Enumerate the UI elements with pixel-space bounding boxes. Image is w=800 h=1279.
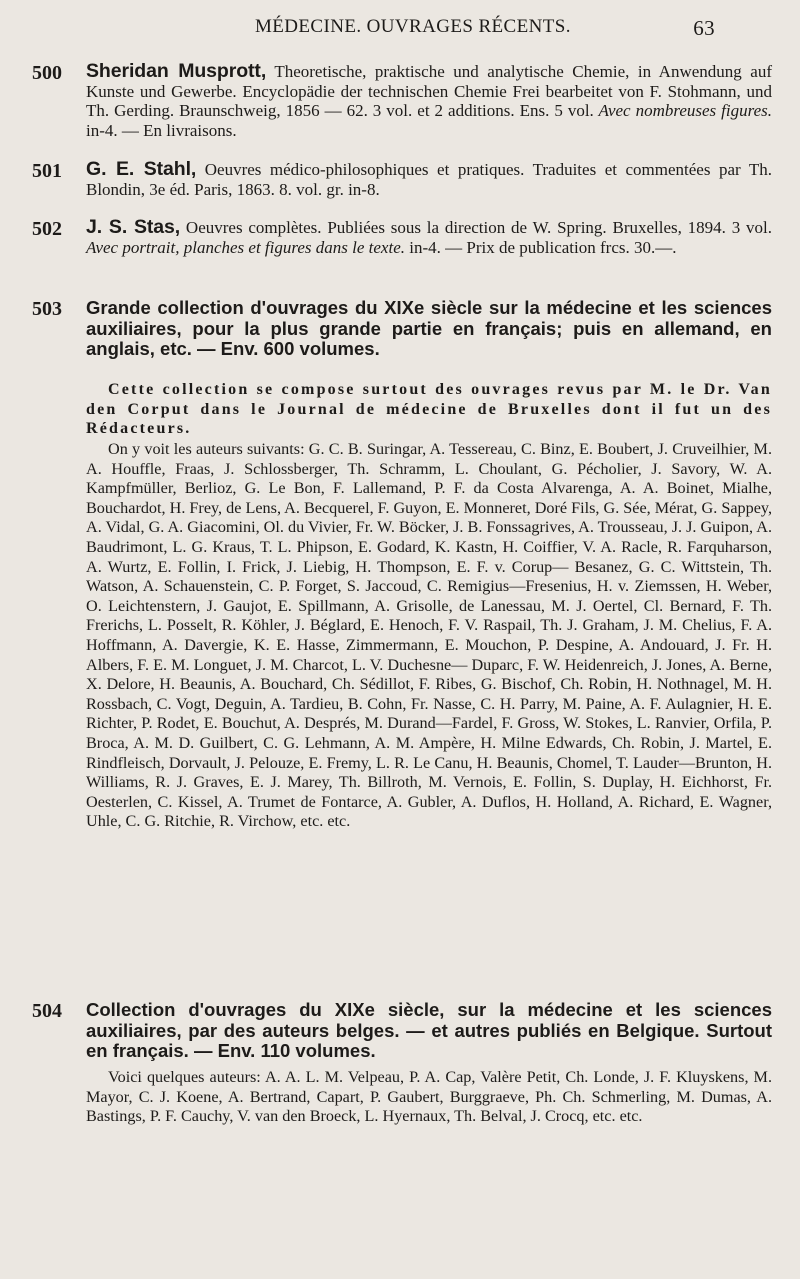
running-title: MÉDECINE. OUVRAGES RÉCENTS.	[255, 16, 571, 37]
entry-author: J. S. Stas,	[86, 216, 181, 238]
entry-italic: Avec portrait, planches et figures dans le texte.	[86, 237, 405, 257]
entry-body	[86, 62, 772, 140]
entry-tail: in-4. — Prix de publication frcs. 30.—.	[405, 237, 677, 257]
entry-author: G. E. Stahl,	[86, 158, 197, 180]
entry-number: 501	[32, 160, 62, 182]
entry-title: Collection d'ouvrages du XIXe siècle, sur la médecine et les sciences auxiliaires, par des auteurs belges. — et autres publiés en Belgique. Surtout en français. — Env. 110 volumes.	[86, 999, 772, 1062]
entry-number: 500	[32, 62, 62, 84]
entry-text: Oeuvres médico-philosophiques et pratiques. Traduites et commentées par Th. Blondin, 3e éd. Paris, 1863. 8. vol. gr. in-8.	[86, 160, 772, 199]
page-number: 63	[693, 16, 715, 40]
entry-title: Grande collection d'ouvrages du XIXe siècle sur la médecine et les sciences auxiliaires, pour la plus grande partie en français; puis en allemand, en anglais, etc. — Env. 600 volumes.	[86, 297, 772, 360]
entry-italic: Avec nombreuses figures.	[593, 101, 772, 121]
entry-authors: Voici quelques auteurs: A. A. L. M. Velpeau, P. A. Cap, Valère Petit, Ch. Londe, J. F. Kluyskens, M. Mayor, C. J. Koene, A. Bertrand, Capart, P. Gaubert, Burggraeve, Ph. Ch. Schmerling, M. Dumas, A. Bastings, P. F. Cauchy, V. van den Broeck, L. Hyernaux, Th. Belval, J. Crocq, etc. etc.	[86, 1068, 772, 1126]
entry-text: Theoretische, praktische und analytische Chemie, in Anwendung auf Kunste und Gewerbe. Encyclopädie der technischen Chemie Frei bearbeitet von F. Stohmann, und Th. Gerding. Braunschweig, 1856 — 62. 3 vol. et 2 additions. Ens. 5 vol.	[86, 62, 772, 121]
entry-note: Cette collection se compose surtout des ouvrages revus par M. le Dr. Van den Corput dans le Journal de médecine de Bruxelles dont il fut un des Rédacteurs.	[86, 381, 772, 438]
entry-author: Sheridan Musprott,	[86, 60, 267, 82]
entry-number: 502	[32, 218, 62, 240]
page-header	[255, 16, 715, 38]
entry-number: 504	[32, 1000, 62, 1022]
entry-body	[86, 218, 772, 257]
entry-body	[86, 160, 772, 199]
entry-text: Oeuvres complètes. Publiées sous la direction de W. Spring. Bruxelles, 1894. 3 vol.	[180, 218, 772, 237]
entry-number: 503	[32, 298, 62, 320]
entry-tail: in-4. — En livraisons.	[86, 120, 237, 140]
entry-authors: On y voit les auteurs suivants: G. C. B. Suringar, A. Tessereau, C. Binz, E. Boubert, J. Cruveilhier, M. A. Houffle, Fraas, J. Schlossberger, Th. Schramm, L. Choulant, G. Pécholier, J. Savory, W. A. Kampfmüller, Berlioz, G. Le Bon, F. Lallemand, P. F. da Costa Alvarenga, A. A. Boinet, Mialhe, Bouchardot, H. Frey, de Lens, A. Becquerel, F. Guyon, E. Monneret, Doré Fils, G. Sée, Mérat, G. Sappey, A. Vidal, G. A. Giacomini, Ol. du Vivier, Fr. W. Böcker, J. B. Fonssagrives, A. Trousseau, J. J. Guipon, A. Baudrimont, L. G. Kraus, T. L. Phipson, E. Godard, K. Kastn, H. Coiffier, V. A. Racle, R. Farquharson, A. Wurtz, E. Follin, I. Frick, J. Liebig, H. Thompson, E. F. v. Corup— Besanez, G. C. Wittstein, Th. Watson, A. Schauenstein, C. P. Forget, S. Jaccoud, C. Remigius—Fresenius, H. v. Ziemssen, H. Weber, O. Leichtenstern, J. Gaujot, E. Spillmann, A. Grisolle, de Lanessau, M. J. Oertel, Cl. Bernard, F. Th. Frerichs, L. Posselt, R. Köhler, J. Béglard, E. Henoch, F. V. Raspail, Th. J. Graham, J. M. Chelius, F. A. Hoffmann, A. Davergie, K. E. Hasse, Zimmermann, E. Mouchon, P. Despine, A. Andouard, J. Fr. H. Albers, F. E. M. Longuet, J. M. Charcot, L. V. Duchesne— Duparc, F. W. Heidenreich, J. Jones, A. Berne, X. Delore, H. Beaunis, A. Bouchard, Ch. Sédillot, F. Ribes, G. Bischof, Ch. Robin, H. Nothnagel, M. H. Rossbach, C. Vogt, Deguin, A. Tardieu, B. Cohn, Fr. Nasse, C. H. Parry, M. Paine, A. F. Aulagnier, H. E. Richter, P. Rodet, E. Bouchut, A. Després, M. Durand—Fardel, F. Gross, W. Stokes, L. Ranvier, Orfila, P. Broca, A. M. D. Guilbert, C. G. Lehmann, A. M. Ampère, H. Milne Edwards, Ch. Robin, J. Martel, E. Rindfleisch, Dorvault, J. Pelouze, E. Fremy, L. R. Le Canu, H. Beaunis, Chomel, T. Lauder—Brunton, H. Williams, R. J. Graves, E. J. Marey, Th. Billroth, M. Vernois, E. Follin, S. Duplay, H. Eichhorst, Fr. Oesterlen, C. Kissel, A. Trumet de Fontarce, A. Gubler, A. Duflos, H. Holland, A. Richard, E. Wagner, Uhle, C. G. Ritchie, R. Virchow, etc. etc.	[86, 440, 772, 831]
